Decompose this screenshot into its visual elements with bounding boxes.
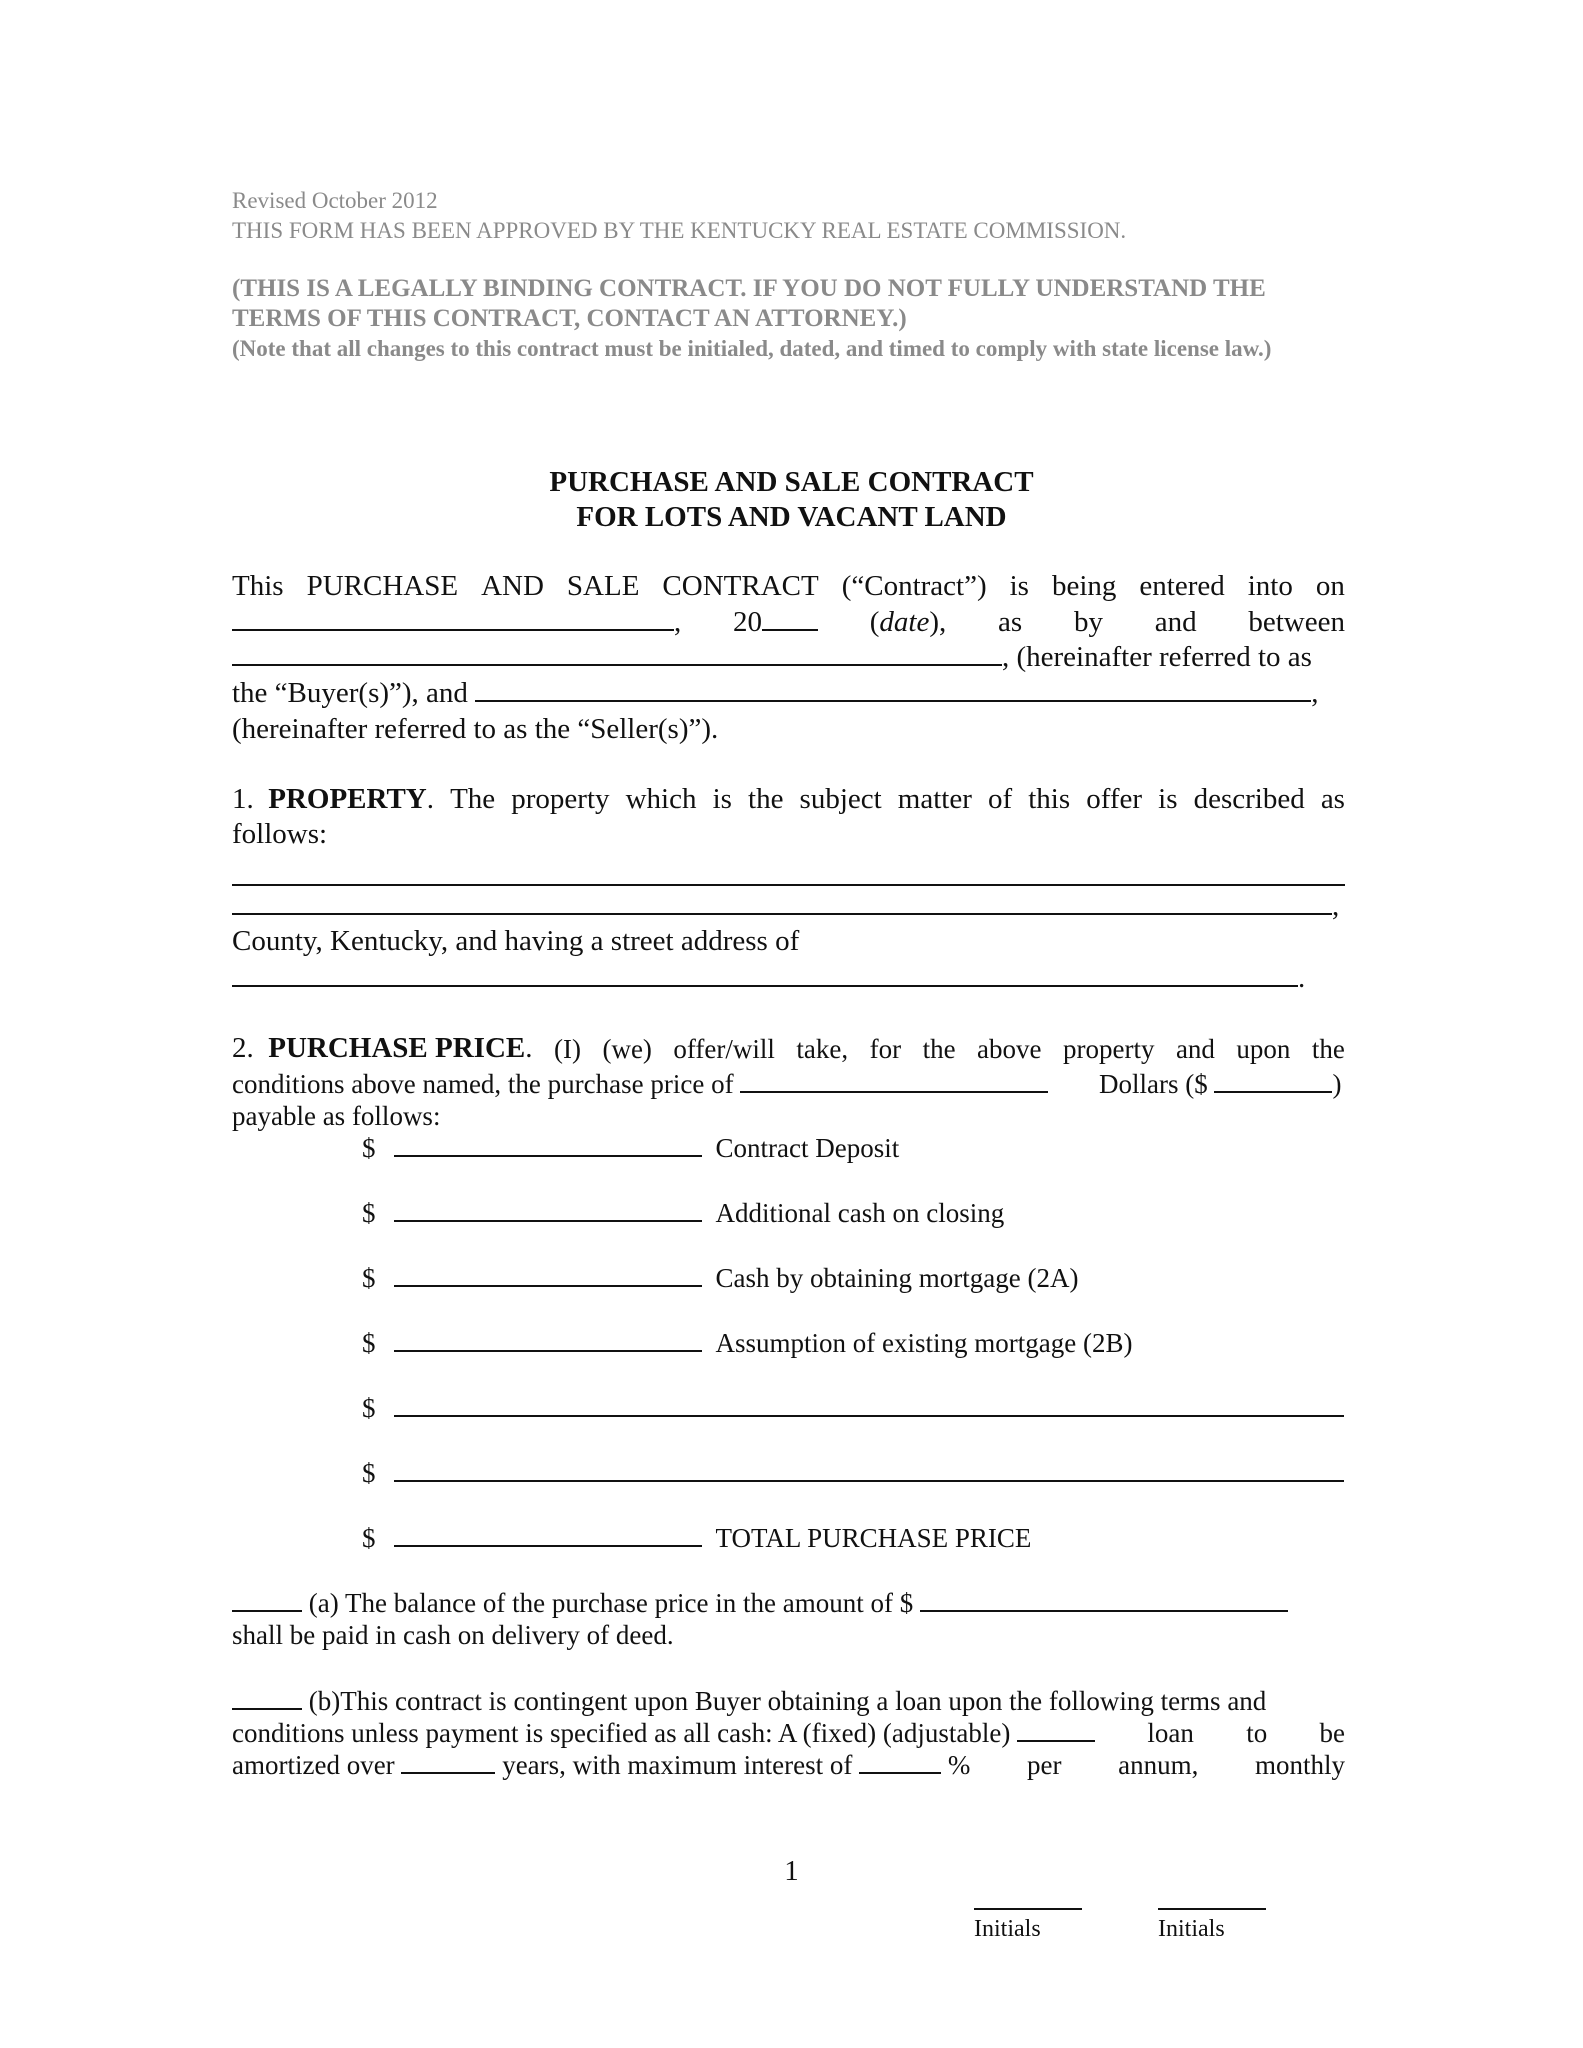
clause-b-line-1: (b)This contract is contingent upon Buyer obtaining a loan upon the following terms and bbox=[232, 1686, 1266, 1717]
assumption-amount-blank[interactable] bbox=[394, 1349, 702, 1352]
county-text: County, Kentucky, and having a street address of bbox=[232, 925, 800, 957]
payment-row-total: $ TOTAL PURCHASE PRICE bbox=[362, 1523, 1032, 1553]
property-line-4: , bbox=[232, 890, 1339, 923]
clause-a-initial-blank[interactable] bbox=[232, 1609, 302, 1612]
word: PURCHASE bbox=[306, 570, 459, 602]
purchase-price-words-blank[interactable] bbox=[740, 1090, 1048, 1093]
property-line-1 bbox=[232, 783, 1345, 816]
word: CONTRACT bbox=[662, 570, 819, 602]
clause-a-line-1: (a) The balance of the purchase price in the amount of $ bbox=[232, 1588, 1288, 1619]
revised-date: Revised October 2012 bbox=[232, 188, 438, 213]
other-payment-blank-1[interactable] bbox=[394, 1414, 1344, 1417]
word: is bbox=[1158, 783, 1178, 815]
word: property bbox=[1063, 1034, 1155, 1064]
date-blank[interactable] bbox=[232, 628, 674, 631]
payment-row-additional-cash: $ Additional cash on closing bbox=[362, 1198, 1005, 1228]
initials-blank-left[interactable] bbox=[974, 1908, 1082, 1910]
word: offer bbox=[1086, 783, 1143, 815]
word: AND bbox=[481, 570, 544, 602]
property-description-blank-2[interactable] bbox=[232, 912, 1332, 915]
payment-row-other-2: $ bbox=[362, 1458, 1344, 1489]
payment-row-deposit: $ Contract Deposit bbox=[362, 1133, 900, 1163]
word: of bbox=[987, 783, 1013, 815]
balance-amount-blank[interactable] bbox=[920, 1609, 1288, 1612]
purchase-price-heading: 2. PURCHASE PRICE. bbox=[232, 1032, 533, 1064]
word: described bbox=[1193, 783, 1305, 815]
seller-name-blank[interactable] bbox=[475, 699, 1311, 702]
property-line-6: . bbox=[232, 962, 1305, 995]
word: this bbox=[1028, 783, 1071, 815]
word: is bbox=[1009, 570, 1029, 602]
approval-notice: THIS FORM HAS BEEN APPROVED BY THE KENTUCKY REAL ESTATE COMMISSION. bbox=[232, 218, 1127, 243]
word: on bbox=[1315, 570, 1345, 602]
word: upon bbox=[1236, 1034, 1291, 1064]
word: as bbox=[1320, 783, 1345, 815]
other-payment-blank-2[interactable] bbox=[394, 1479, 1344, 1482]
property-follows: follows: bbox=[232, 818, 328, 850]
purchase-line-2: conditions above named, the purchase price of bbox=[232, 1069, 1048, 1100]
word: offer/will bbox=[673, 1034, 775, 1064]
change-note: (Note that all changes to this contract must be initialed, dated, and timed to comply with state license law.) bbox=[232, 336, 1272, 361]
intro-line-3: , (hereinafter referred to as bbox=[232, 641, 1312, 674]
word: for bbox=[869, 1034, 902, 1064]
title-line-2: FOR LOTS AND VACANT LAND bbox=[576, 501, 1007, 533]
word: which bbox=[625, 783, 697, 815]
payment-row-assumption: $ Assumption of existing mortgage (2B) bbox=[362, 1328, 1133, 1358]
binding-warning: (THIS IS A LEGALLY BINDING CONTRACT. IF YOU DO NOT FULLY UNDERSTAND THE TERMS OF THIS CONTRACT, CONTACT AN ATTORNEY.) bbox=[232, 275, 1266, 332]
buyer-name-blank[interactable] bbox=[232, 663, 1002, 666]
word: The bbox=[450, 783, 496, 815]
loan-type-blank[interactable] bbox=[1017, 1739, 1095, 1742]
intro-line-5: (hereinafter referred to as the “Seller(s)”). bbox=[232, 713, 719, 745]
additional-cash-blank[interactable] bbox=[394, 1219, 702, 1222]
property-description-blank-1[interactable] bbox=[232, 884, 1345, 886]
page-number: 1 bbox=[784, 1855, 799, 1887]
word: the bbox=[748, 783, 784, 815]
intro-line-2: , 20 (date), as by and between bbox=[232, 606, 1345, 639]
word: the bbox=[1311, 1034, 1345, 1064]
word: into bbox=[1247, 570, 1293, 602]
word: the bbox=[922, 1034, 956, 1064]
clause-b-initial-blank[interactable] bbox=[232, 1707, 302, 1710]
word: matter bbox=[897, 783, 972, 815]
clause-b-line-3: amortized over years, with maximum interest of % per annum, monthly bbox=[232, 1750, 1345, 1780]
word: and bbox=[1175, 1034, 1215, 1064]
word: property bbox=[511, 783, 610, 815]
word: SALE bbox=[566, 570, 640, 602]
mortgage-amount-blank[interactable] bbox=[394, 1284, 702, 1287]
amortization-years-blank[interactable] bbox=[401, 1771, 495, 1774]
purchase-line-1 bbox=[232, 1032, 1345, 1065]
initials-label-left: Initials bbox=[974, 1916, 1041, 1942]
word: This bbox=[232, 570, 284, 602]
clause-a-line-2: shall be paid in cash on delivery of deed. bbox=[232, 1620, 674, 1650]
intro-line-4: the “Buyer(s)”), and , bbox=[232, 677, 1319, 709]
initials-blank-right[interactable] bbox=[1158, 1908, 1266, 1910]
initials-label-right: Initials bbox=[1158, 1916, 1225, 1942]
purchase-price-amount-blank[interactable] bbox=[1214, 1090, 1332, 1093]
payment-row-mortgage: $ Cash by obtaining mortgage (2A) bbox=[362, 1263, 1079, 1293]
property-heading: 1. PROPERTY. bbox=[232, 783, 434, 815]
date-label: date bbox=[879, 606, 930, 638]
deposit-amount-blank[interactable] bbox=[394, 1154, 702, 1157]
word: take, bbox=[796, 1034, 849, 1064]
word: (“Contract”) bbox=[841, 570, 987, 602]
interest-rate-blank[interactable] bbox=[859, 1771, 941, 1774]
payable-as-follows: payable as follows: bbox=[232, 1101, 441, 1131]
title-line-1: PURCHASE AND SALE CONTRACT bbox=[549, 466, 1034, 498]
payment-row-other-1: $ bbox=[362, 1393, 1344, 1424]
word: is bbox=[712, 783, 732, 815]
word: (I) bbox=[553, 1034, 581, 1064]
word: subject bbox=[799, 783, 882, 815]
word: above bbox=[977, 1034, 1042, 1064]
word: (we) bbox=[602, 1034, 652, 1064]
total-price-blank[interactable] bbox=[394, 1544, 702, 1547]
word: being bbox=[1051, 570, 1117, 602]
intro-line-1 bbox=[232, 570, 1345, 603]
year-prefix: 20 bbox=[733, 606, 762, 638]
word: entered bbox=[1139, 570, 1225, 602]
street-address-blank[interactable] bbox=[232, 984, 1298, 987]
year-blank[interactable] bbox=[762, 628, 818, 631]
clause-b-line-2: conditions unless payment is specified as all cash: A (fixed) (adjustable) loan to be bbox=[232, 1718, 1345, 1748]
purchase-line-2-dollars: Dollars ($ ) bbox=[1099, 1069, 1342, 1099]
